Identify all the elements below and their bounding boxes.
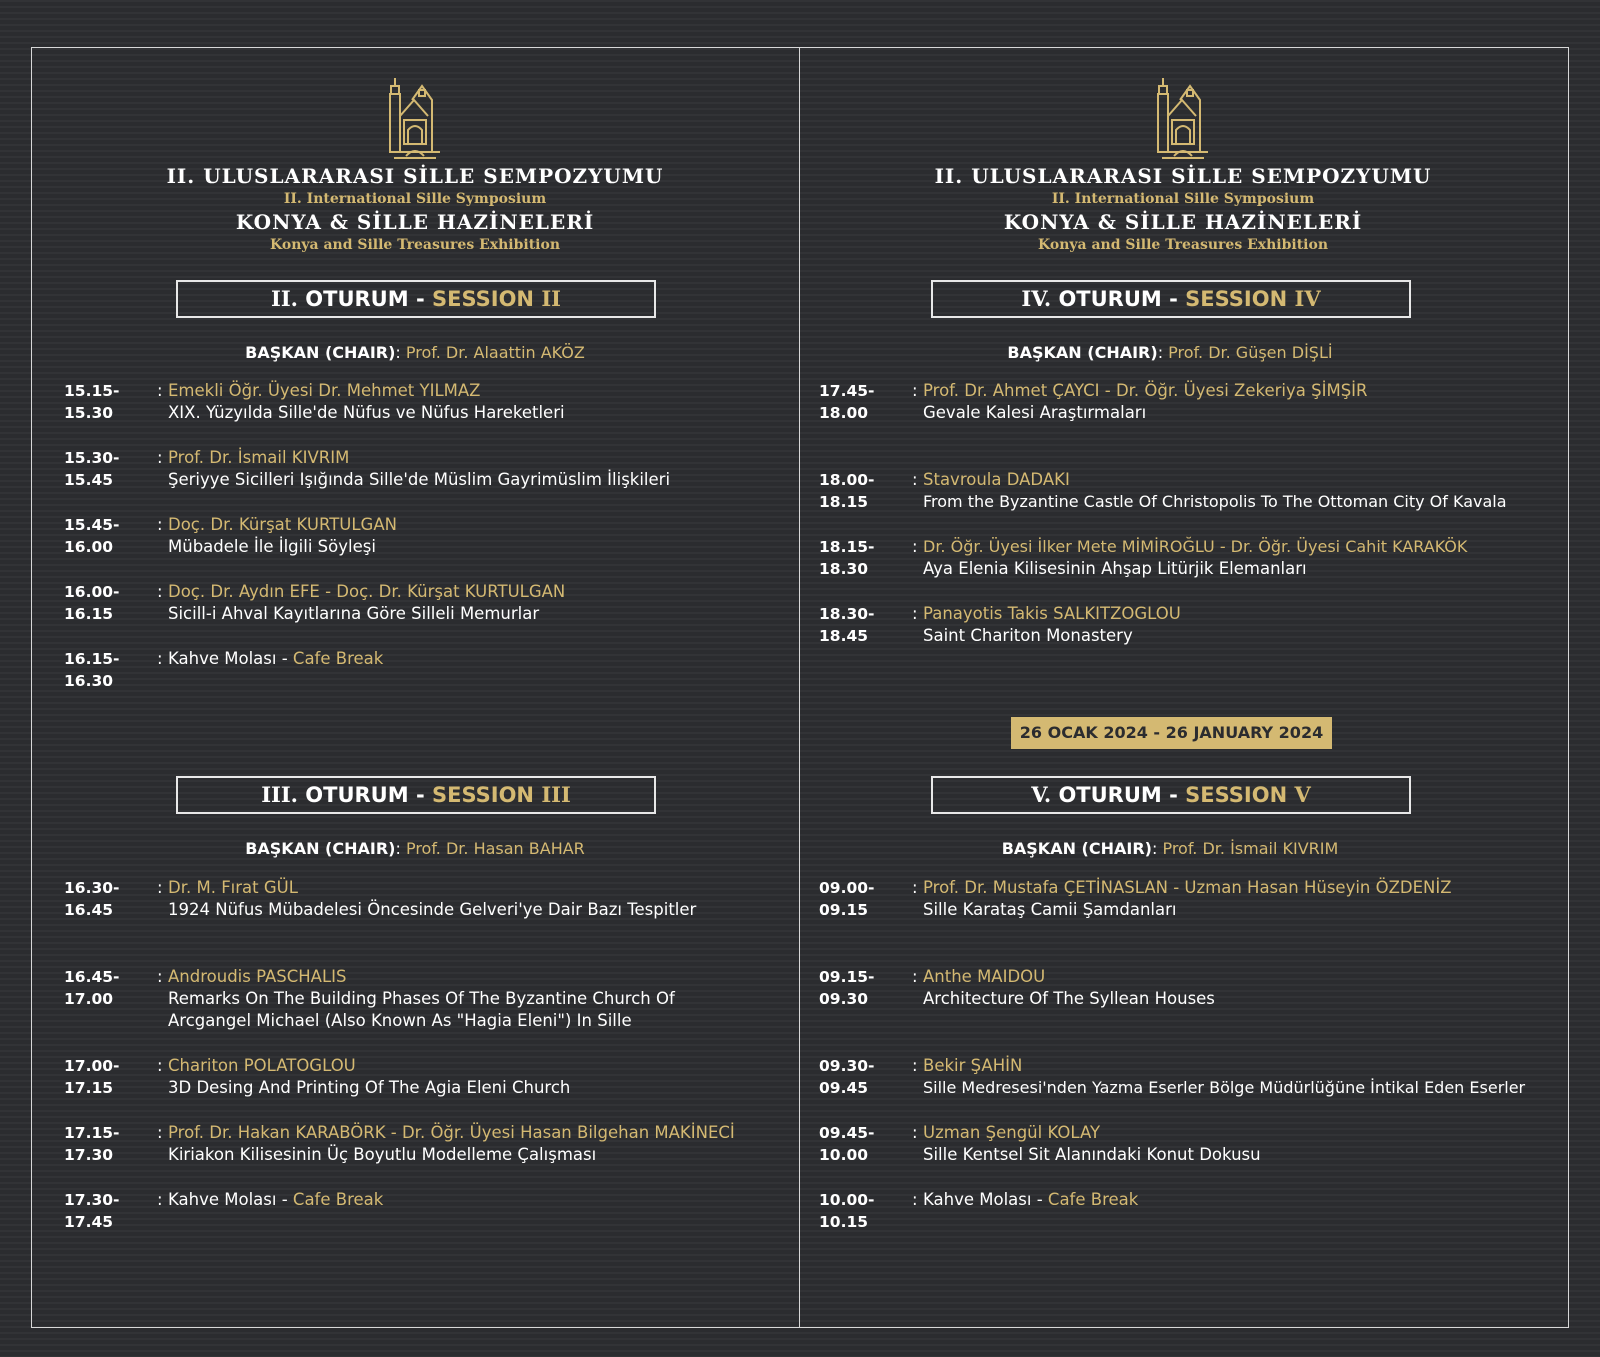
- speaker-name: Bekir ŞAHİN: [923, 1056, 1023, 1075]
- talk-title: XIX. Yüzyılda Sille'de Nüfus ve Nüfus Hareketleri: [168, 403, 565, 422]
- chair-name: Prof. Dr. Güşen DİŞLİ: [1168, 343, 1333, 362]
- left-header: [31, 163, 799, 255]
- exhibition-title-en: Konya and Sille Treasures Exhibition: [1038, 237, 1328, 253]
- sille-church-logo-icon: [386, 76, 444, 160]
- time-slot: 18.30-18.45: [819, 605, 875, 645]
- talk-title: 1924 Nüfus Mübadelesi Öncesinde Gelveri'ye Dair Bazı Tespitler: [168, 900, 697, 919]
- chair-label: BAŞKAN (CHAIR): [245, 343, 396, 362]
- speaker-name: Uzman Şengül KOLAY: [923, 1123, 1101, 1142]
- time-slot: 16.00-16.15: [64, 583, 120, 623]
- time-slot: 17.15-17.30: [64, 1124, 120, 1164]
- right-header: [799, 163, 1567, 255]
- talk-title: Gevale Kalesi Araştırmaları: [923, 403, 1147, 422]
- dash: -: [1169, 783, 1178, 807]
- break-separator: -: [276, 1190, 293, 1209]
- time-slot: 15.30-15.45: [64, 449, 120, 489]
- time-slot: 16.45-17.00: [64, 968, 120, 1008]
- session-4-heading: [931, 280, 1411, 318]
- speaker-name: Anthe MAIDOU: [923, 967, 1046, 986]
- session-label: SESSION: [1185, 783, 1288, 807]
- speaker-name: Androudis PASCHALIS: [168, 967, 347, 986]
- chair-label: BAŞKAN (CHAIR): [1007, 343, 1158, 362]
- symposium-title-en: II. International Sille Symposium: [283, 191, 547, 207]
- symposium-title: II. ULUSLARARASI SİLLE SEMPOZYUMU: [166, 164, 664, 188]
- dash: -: [415, 783, 425, 807]
- time-slot: 16.30-16.45: [64, 879, 120, 919]
- session-label: SESSION: [431, 287, 535, 311]
- exhibition-title: KONYA & SİLLE HAZİNELERİ: [1003, 210, 1363, 234]
- break-separator: -: [276, 649, 293, 668]
- session-roman-en: II: [541, 286, 561, 311]
- chair-name: Prof. Dr. Hasan BAHAR: [405, 839, 585, 858]
- session-label: SESSION: [431, 783, 535, 807]
- speaker-name: Prof. Dr. Ahmet ÇAYCI - Dr. Öğr. Üyesi Zekeriya ŞİMŞİR: [923, 381, 1368, 400]
- break-separator: -: [1031, 1190, 1048, 1209]
- speaker-name: Prof. Dr. Hakan KARABÖRK - Dr. Öğr. Üyesi Hasan Bilgehan MAKİNECİ: [168, 1123, 735, 1142]
- session-4-chair: BAŞKAN (CHAIR): Prof. Dr. Güşen DİŞLİ: [1007, 343, 1333, 362]
- break-label-en: Cafe Break: [292, 649, 384, 668]
- sille-church-logo-icon: [1154, 76, 1212, 160]
- speaker-name: Prof. Dr. Mustafa ÇETİNASLAN - Uzman Hasan Hüseyin ÖZDENİZ: [923, 878, 1452, 897]
- talk-title: Sicill-i Ahval Kayıtlarına Göre Silleli Memurlar: [168, 604, 540, 623]
- exhibition-title: KONYA & SİLLE HAZİNELERİ: [235, 210, 595, 234]
- speaker-name: Emekli Öğr. Üyesi Dr. Mehmet YILMAZ: [168, 381, 481, 400]
- speaker-name: Panayotis Takis SALKITZOGLOU: [923, 604, 1181, 623]
- chair-name: Prof. Dr. İsmail KIVRIM: [1162, 839, 1339, 858]
- date-badge: 26 OCAK 2024 - 26 JANUARY 2024: [1011, 717, 1332, 749]
- session-5-heading: [931, 776, 1411, 814]
- time-slot: 15.15-15.30: [64, 382, 120, 422]
- time-slot: 09.45-10.00: [819, 1124, 875, 1164]
- talk-title: Aya Elenia Kilisesinin Ahşap Litürjik Elemanları: [923, 559, 1307, 578]
- break-label: Kahve Molası: [168, 1190, 277, 1209]
- chair-name: Prof. Dr. Alaattin AKÖZ: [405, 343, 585, 362]
- session-roman-tr: III.: [261, 782, 298, 807]
- oturum-label: OTURUM: [1058, 287, 1162, 311]
- symposium-title-en: II. International Sille Symposium: [1051, 191, 1315, 207]
- time-slot: 18.15-18.30: [819, 538, 875, 578]
- session-5-chair: BAŞKAN (CHAIR): Prof. Dr. İsmail KIVRIM: [1001, 839, 1339, 858]
- time-slot: 09.30-09.45: [819, 1057, 875, 1097]
- dash: -: [1169, 287, 1178, 311]
- talk-title: Mübadele İle İlgili Söyleşi: [168, 537, 376, 556]
- session-label: SESSION: [1185, 287, 1288, 311]
- talk-title: From the Byzantine Castle Of Christopolis To The Ottoman City Of Kavala: [923, 492, 1507, 511]
- session-3-chair: BAŞKAN (CHAIR): Prof. Dr. Hasan BAHAR: [245, 839, 585, 858]
- talk-title: Sille Medresesi'nden Yazma Eserler Bölge Müdürlüğüne İntikal Eden Eserler: [923, 1078, 1526, 1097]
- time-slot: 09.00-09.15: [819, 879, 875, 919]
- chair-label: BAŞKAN (CHAIR): [245, 839, 396, 858]
- time-slot: 15.45-16.00: [64, 516, 120, 556]
- time-slot: 18.00-18.15: [819, 471, 875, 511]
- session-roman-en: III: [541, 782, 571, 807]
- symposium-title: II. ULUSLARARASI SİLLE SEMPOZYUMU: [934, 164, 1432, 188]
- talk-title: Saint Chariton Monastery: [923, 626, 1133, 645]
- time-slot: 16.15-16.30: [64, 650, 120, 690]
- session-roman-en: V: [1294, 782, 1311, 807]
- time-slot: 09.15-09.30: [819, 968, 875, 1008]
- exhibition-title-en: Konya and Sille Treasures Exhibition: [270, 237, 560, 253]
- time-slot: 17.45-18.00: [819, 382, 875, 422]
- talk-title-line-2: Arcgangel Michael (Also Known As "Hagia Eleni") In Sille: [168, 1011, 632, 1030]
- oturum-label: OTURUM: [305, 287, 409, 311]
- dash: -: [415, 287, 425, 311]
- speaker-name: Stavroula DADAKI: [923, 470, 1070, 489]
- break-label-en: Cafe Break: [1047, 1190, 1139, 1209]
- talk-title: Sille Kentsel Sit Alanındaki Konut Dokusu: [923, 1145, 1261, 1164]
- talk-title: Architecture Of The Syllean Houses: [923, 989, 1215, 1008]
- time-slot: 17.30-17.45: [64, 1191, 120, 1231]
- session-3-heading: [176, 776, 656, 814]
- chair-label: BAŞKAN (CHAIR): [1001, 839, 1152, 858]
- session-roman-tr: IV.: [1021, 286, 1052, 311]
- talk-title: Remarks On The Building Phases Of The Byzantine Church Of: [168, 989, 675, 1008]
- speaker-name: Doç. Dr. Kürşat KURTULGAN: [168, 515, 397, 534]
- talk-title: 3D Desing And Printing Of The Agia Eleni Church: [168, 1078, 571, 1097]
- talk-title: Sille Karataş Camii Şamdanları: [923, 900, 1177, 919]
- talk-title: Şeriyye Sicilleri Işığında Sille'de Müslim Gayrimüslim İlişkileri: [168, 470, 671, 489]
- speaker-name: Prof. Dr. İsmail KIVRIM: [168, 448, 350, 467]
- speaker-name: Dr. Öğr. Üyesi İlker Mete MİMİROĞLU - Dr. Öğr. Üyesi Cahit KARAKÖK: [923, 537, 1468, 556]
- time-slot: 10.00-10.15: [819, 1191, 875, 1231]
- speaker-name: Chariton POLATOGLOU: [168, 1056, 356, 1075]
- session-2-chair: BAŞKAN (CHAIR): Prof. Dr. Alaattin AKÖZ: [245, 343, 585, 362]
- talk-title: Kiriakon Kilisesinin Üç Boyutlu Modelleme Çalışması: [168, 1145, 597, 1164]
- time-slot: 17.00-17.15: [64, 1057, 120, 1097]
- session-2-heading: [176, 280, 656, 318]
- session-roman-tr: II.: [271, 286, 298, 311]
- break-label: Kahve Molası: [168, 649, 277, 668]
- break-label: Kahve Molası: [923, 1190, 1032, 1209]
- break-label-en: Cafe Break: [292, 1190, 384, 1209]
- oturum-label: OTURUM: [305, 783, 409, 807]
- oturum-label: OTURUM: [1058, 783, 1162, 807]
- speaker-name: Dr. M. Fırat GÜL: [168, 878, 298, 897]
- session-roman-en: IV: [1294, 286, 1321, 311]
- session-roman-tr: V.: [1031, 782, 1052, 807]
- speaker-name: Doç. Dr. Aydın EFE - Doç. Dr. Kürşat KURTULGAN: [168, 582, 566, 601]
